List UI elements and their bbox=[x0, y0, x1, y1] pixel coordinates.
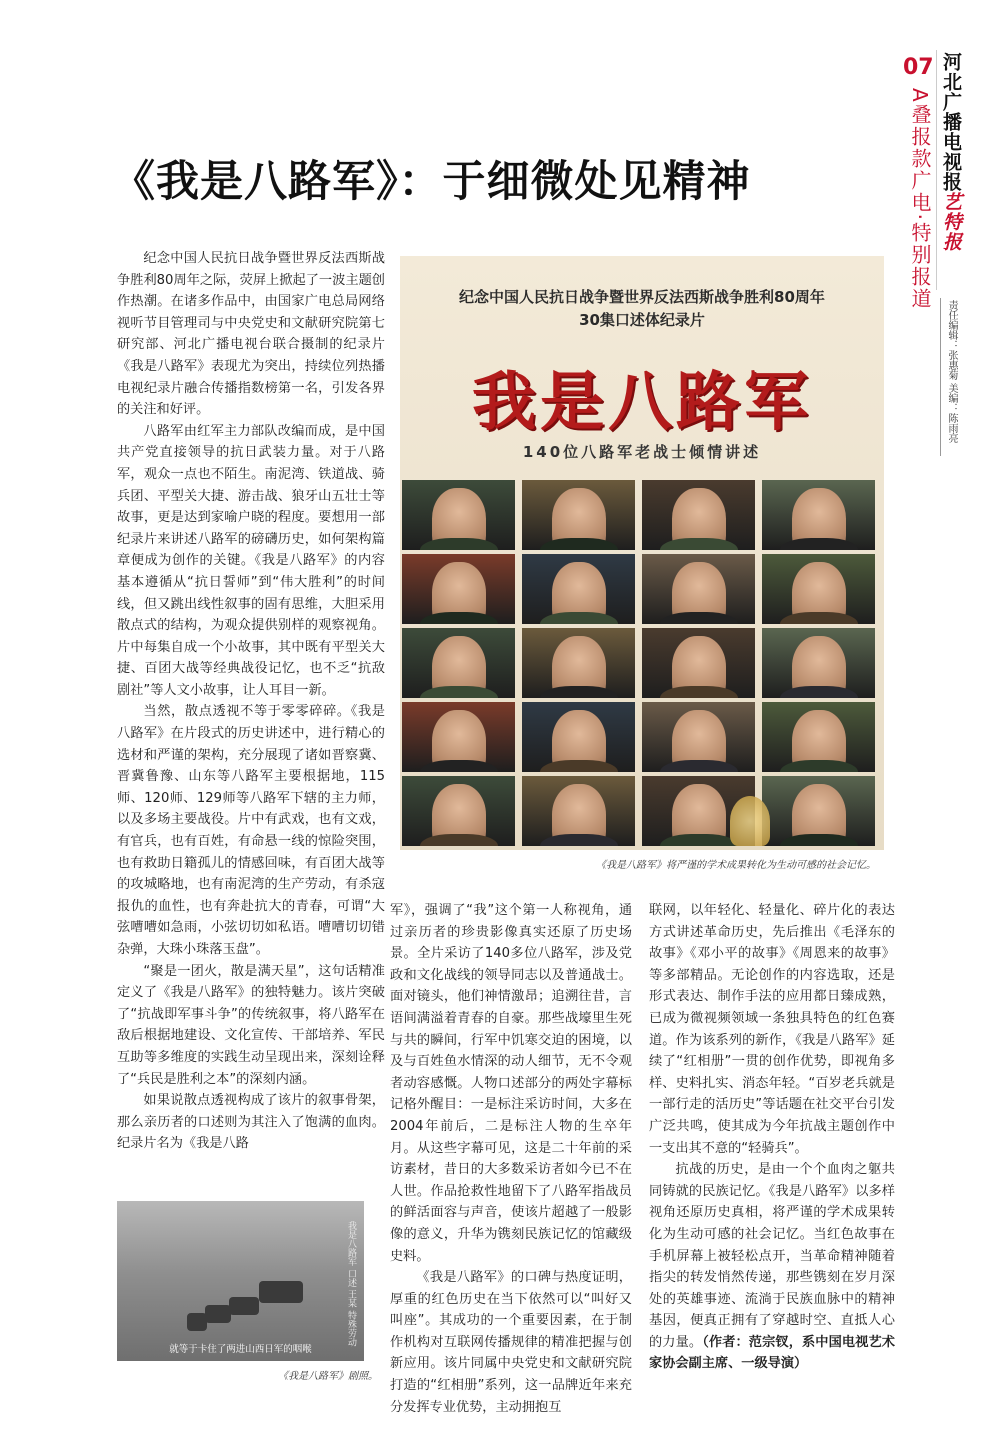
film-still bbox=[117, 1201, 364, 1361]
paragraph bbox=[649, 1159, 895, 1375]
poster-caption: 《我是八路军》将严谨的学术成果转化为生动可感的社会记忆。 bbox=[596, 860, 876, 871]
trophy-icon bbox=[730, 796, 770, 846]
tank-silhouette bbox=[229, 1297, 259, 1315]
paragraph: 联网，以年轻化、轻量化、碎片化的表达方式讲述革命历史，先后推出《毛泽东的故事》《邓小平的故事》《周恩来的故事》等多部精品。无论创作的内容选取，还是形式表达、制作手法的应用都日臻成熟，已成为微视频领域一条独具特色的红色赛道。作为该系列的新作，《我是八路军》延续了“红相册”一贯的创作优势，即视角多样、史料扎实、消态年轻。“百岁老兵就是一部行走的活历史”等话题在社交平台引发广泛共鸣，使其成为今年抗战主题创作中一支出其不意的“轻骑兵”。 bbox=[649, 903, 895, 1156]
veteran-portrait bbox=[522, 776, 635, 846]
veteran-portrait bbox=[522, 702, 635, 772]
veteran-portrait bbox=[762, 702, 875, 772]
poster-title: 我是八路军 bbox=[472, 365, 812, 440]
portrait-uniform bbox=[660, 760, 738, 772]
tank-silhouette bbox=[205, 1305, 231, 1323]
poster-subtitle: 140位八路军老战士倾情讲述 bbox=[522, 443, 762, 461]
portrait-uniform bbox=[660, 538, 738, 550]
veteran-portrait bbox=[522, 628, 635, 698]
article-column-1 bbox=[117, 248, 385, 1155]
paragraph: 纪念中国人民抗日战争暨世界反法西斯战争胜利80周年之际，荧屏上掀起了一波主题创作热潮。在诸多作品中，由国家广电总局网络视听节目管理司与中央党史和文献研究院第七研究部、河北广播电视台联合摄制的纪录片《我是八路军》表现尤为突出，持续位列热播电视纪录片融合传播指数榜第一名，引发各界的关注和好评。 bbox=[117, 251, 385, 418]
portrait-uniform bbox=[540, 538, 618, 550]
still-caption: 《我是八路军》剧照。 bbox=[278, 1371, 378, 1382]
veteran-portrait bbox=[762, 628, 875, 698]
paragraph-text: 抗战的历史，是由一个个血肉之躯共同铸就的民族记忆。《我是八路军》以多样视角还原历史真相，将严谨的学术成果转化为生动可感的社会记忆。当红色故事在手机屏幕上被轻松点开，当革命精神随着指尖的转发悄然传递，那些镌刻在岁月深处的英雄事迹、流淌于民族血脉中的精神基因，便真正拥有了穿越时空、直抵人心的力量。 bbox=[649, 1162, 895, 1350]
paper-name bbox=[938, 52, 965, 252]
section-label: A叠报款广电·特别报道 bbox=[908, 88, 932, 311]
portrait-uniform bbox=[540, 686, 618, 698]
page-title: 《我是八路军》：于细微处见精神 bbox=[112, 157, 751, 207]
paper-name-text: 河北广播电视报 bbox=[940, 52, 962, 192]
portrait-uniform bbox=[660, 834, 738, 846]
portrait-uniform bbox=[420, 686, 498, 698]
tank-silhouette bbox=[259, 1281, 303, 1303]
veteran-portrait bbox=[402, 554, 515, 624]
veteran-portrait bbox=[522, 480, 635, 550]
editor-divider bbox=[940, 298, 941, 456]
tank-silhouette bbox=[187, 1313, 207, 1331]
veteran-portrait bbox=[762, 776, 875, 846]
documentary-poster bbox=[400, 256, 884, 850]
portrait-uniform bbox=[780, 834, 858, 846]
veteran-portrait bbox=[402, 776, 515, 846]
portrait-uniform bbox=[660, 686, 738, 698]
portrait-uniform bbox=[540, 612, 618, 624]
portrait-uniform bbox=[420, 612, 498, 624]
editors-credit: 责任编辑：张惠菊 美编：陈雨亮 bbox=[946, 300, 957, 444]
portrait-uniform bbox=[780, 538, 858, 550]
paragraph: “聚是一团火，散是满天星”，这句话精准定义了《我是八路军》的独特魅力。该片突破了“抗战即军事斗争”的传统叙事，将八路军在敌后根据地建设、文化宣传、干部培养、军民互助等多维度的实践生动呈现出来，深刻诠释了“兵民是胜利之本”的深刻内涵。 bbox=[117, 963, 385, 1087]
portrait-uniform bbox=[420, 760, 498, 772]
portrait-uniform bbox=[540, 834, 618, 846]
article-column-3 bbox=[649, 900, 895, 1375]
veteran-portrait bbox=[642, 702, 755, 772]
author-note: （作者：范宗钗，系中国电视艺术家协会副主席、一级导演） bbox=[649, 1334, 895, 1372]
article-column-2 bbox=[390, 900, 632, 1418]
poster-line-1: 纪念中国人民抗日战争暨世界反法西斯战争胜利80周年 bbox=[459, 288, 825, 306]
veteran-portrait bbox=[762, 480, 875, 550]
portrait-uniform bbox=[780, 612, 858, 624]
veteran-portrait bbox=[642, 480, 755, 550]
paragraph: 八路军由红军主力部队改编而成，是中国共产党直接领导的抗日武装力量。对于八路军，观众一点也不陌生。南泥湾、铁道战、骑兵团、平型关大捷、游击战、狼牙山五壮士等故事，更是达到家喻户晓的程度。要想用一部纪录片来讲述八路军的磅礴历史，如何架构篇章便成为创作的关键。《我是八路军》的内容基本遵循从“抗日誓师”到“伟大胜利”的时间线，但又跳出线性叙事的固有思维，大胆采用散点式的结构，为观众提供别样的观察视角。片中每集自成一个小故事，其中既有平型关大捷、百团大战等经典战役记忆，也不乏“抗敌剧社”等人文小故事，让人耳目一新。 bbox=[117, 423, 385, 698]
paragraph: 如果说散点透视构成了该片的叙事骨架，那么亲历者的口述则为其注入了饱满的血肉。纪录片名为《我是八路 bbox=[117, 1093, 385, 1152]
still-side-text: 我是八路军 口述 王某 特殊劳动 bbox=[346, 1221, 356, 1347]
paragraph: 当然，散点透视不等于零零碎碎。《我是八路军》在片段式的历史讲述中，进行精心的选材和严谨的架构，充分展现了诸如晋察冀、晋冀鲁豫、山东等八路军主要根据地，115师、120师、129师等八路军下辖的主力师，以及多场主要战役。片中有武戏，也有文戏，有官兵，也有百姓，有命悬一线的惊险突围，也有救助日籍孤儿的情感回味，有百团大战等的攻城略地，也有南泥湾的生产劳动，有杀寇报仇的血性，也有奔赴抗大的青春，可谓“大弦嘈嘈如急雨，小弦切切如私语。嘈嘈切切错杂弹，大珠小珠落玉盘”。 bbox=[117, 704, 385, 957]
portrait-uniform bbox=[420, 538, 498, 550]
paragraph: 《我是八路军》的口碑与热度证明，厚重的红色历史在当下依然可以“叫好又叫座”。其成功的一个重要因素，在于制作机构对互联网传播规律的精准把握与创新应用。该片同属中央党史和文献研究院打造的“红相册”系列，这一品牌近年来充分发挥专业优势，主动拥抱互 bbox=[390, 1270, 632, 1415]
veteran-portrait bbox=[402, 480, 515, 550]
veteran-portrait bbox=[642, 554, 755, 624]
veteran-portrait bbox=[402, 702, 515, 772]
veteran-portrait bbox=[522, 554, 635, 624]
veteran-portrait bbox=[762, 554, 875, 624]
poster-line-2: 30集口述体纪录片 bbox=[579, 311, 705, 329]
portrait-uniform bbox=[780, 686, 858, 698]
masthead-divider bbox=[936, 50, 937, 290]
portrait-uniform bbox=[420, 834, 498, 846]
portrait-uniform bbox=[660, 612, 738, 624]
portrait-uniform bbox=[780, 760, 858, 772]
portrait-uniform bbox=[540, 760, 618, 772]
paragraph: 军》，强调了“我”这个第一人称视角，通过亲历者的珍贵影像真实还原了历史场景。全片采访了140多位八路军，涉及党政和文化战线的领导同志以及普通战士。面对镜头，他们神情激昂；追溯往昔，言语间满溢着青春的自豪。那些战壕里生死与共的瞬间，行军中饥寒交迫的困境，以及与百姓鱼水情深的动人细节，无不令观者动容感慨。人物口述部分的两处字幕标记格外醒目：一是标注采访时间，大多在2004年前后，二是标注人物的生卒年月。从这些字幕可见，这是二十年前的采访素材，昔日的大多数采访者如今已不在人世。作品抢救性地留下了八路军指战员的鲜活面容与声音，使该片超越了一般影像的意义，升华为镌刻民族记忆的馆藏级史料。 bbox=[390, 903, 632, 1264]
still-subtitle: 就等于卡住了两进山西日军的咽喉 bbox=[169, 1344, 312, 1355]
veteran-portrait bbox=[402, 628, 515, 698]
page-number: 07 bbox=[903, 55, 934, 80]
brand-script: 艺特报 bbox=[940, 192, 962, 252]
veteran-portrait bbox=[642, 628, 755, 698]
